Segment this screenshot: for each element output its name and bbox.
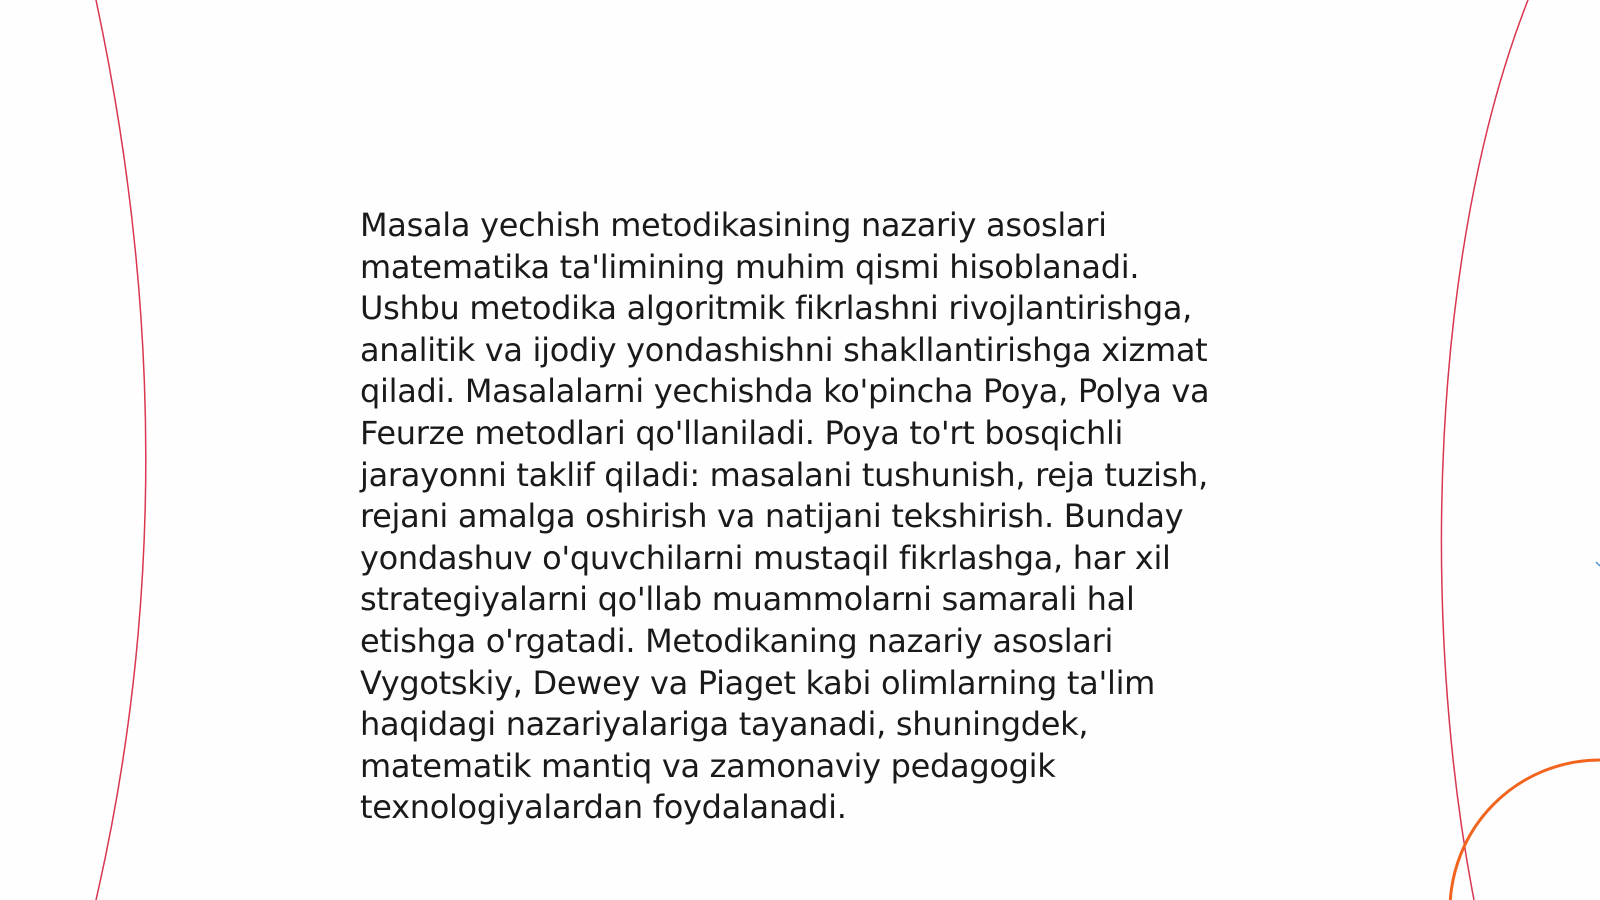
slide-body-text: Masala yechish metodikasining nazariy asoslari matematika ta'limining muhim qismi hisoblanadi. Ushbu metodika algoritmik fikrlashni rivojlantirishga, analitik va ijodiy yondashishni shakllantirishga xizmat qiladi. Masalalarni yechishda ko'pincha Poya, Polya va Feurze metodlari qo'llaniladi. Poya to'rt bosqichli jarayonni taklif qiladi: masalani tushunish, reja tuzish, rejani amalga oshirish va natijani tekshirish. Bunday yondashuv o'quvchilarni mustaqil fikrlashga, har xil strategiyalarni qo'llab muammolarni samarali hal etishga o'rgatadi. Metodikaning nazariy asoslari Vygotskiy, Dewey va Piaget kabi olimlarning ta'lim haqidagi nazariyalariga tayanadi, shuningdek, matematik mantiq va zamonaviy pedagogik texnologiyalardan foydalanadi. (360, 206, 1210, 827)
left-curve-line (96, 0, 146, 900)
small-tick-mark (1596, 562, 1600, 566)
orange-circle-arc (1450, 760, 1600, 900)
right-curve-line (1441, 0, 1528, 900)
